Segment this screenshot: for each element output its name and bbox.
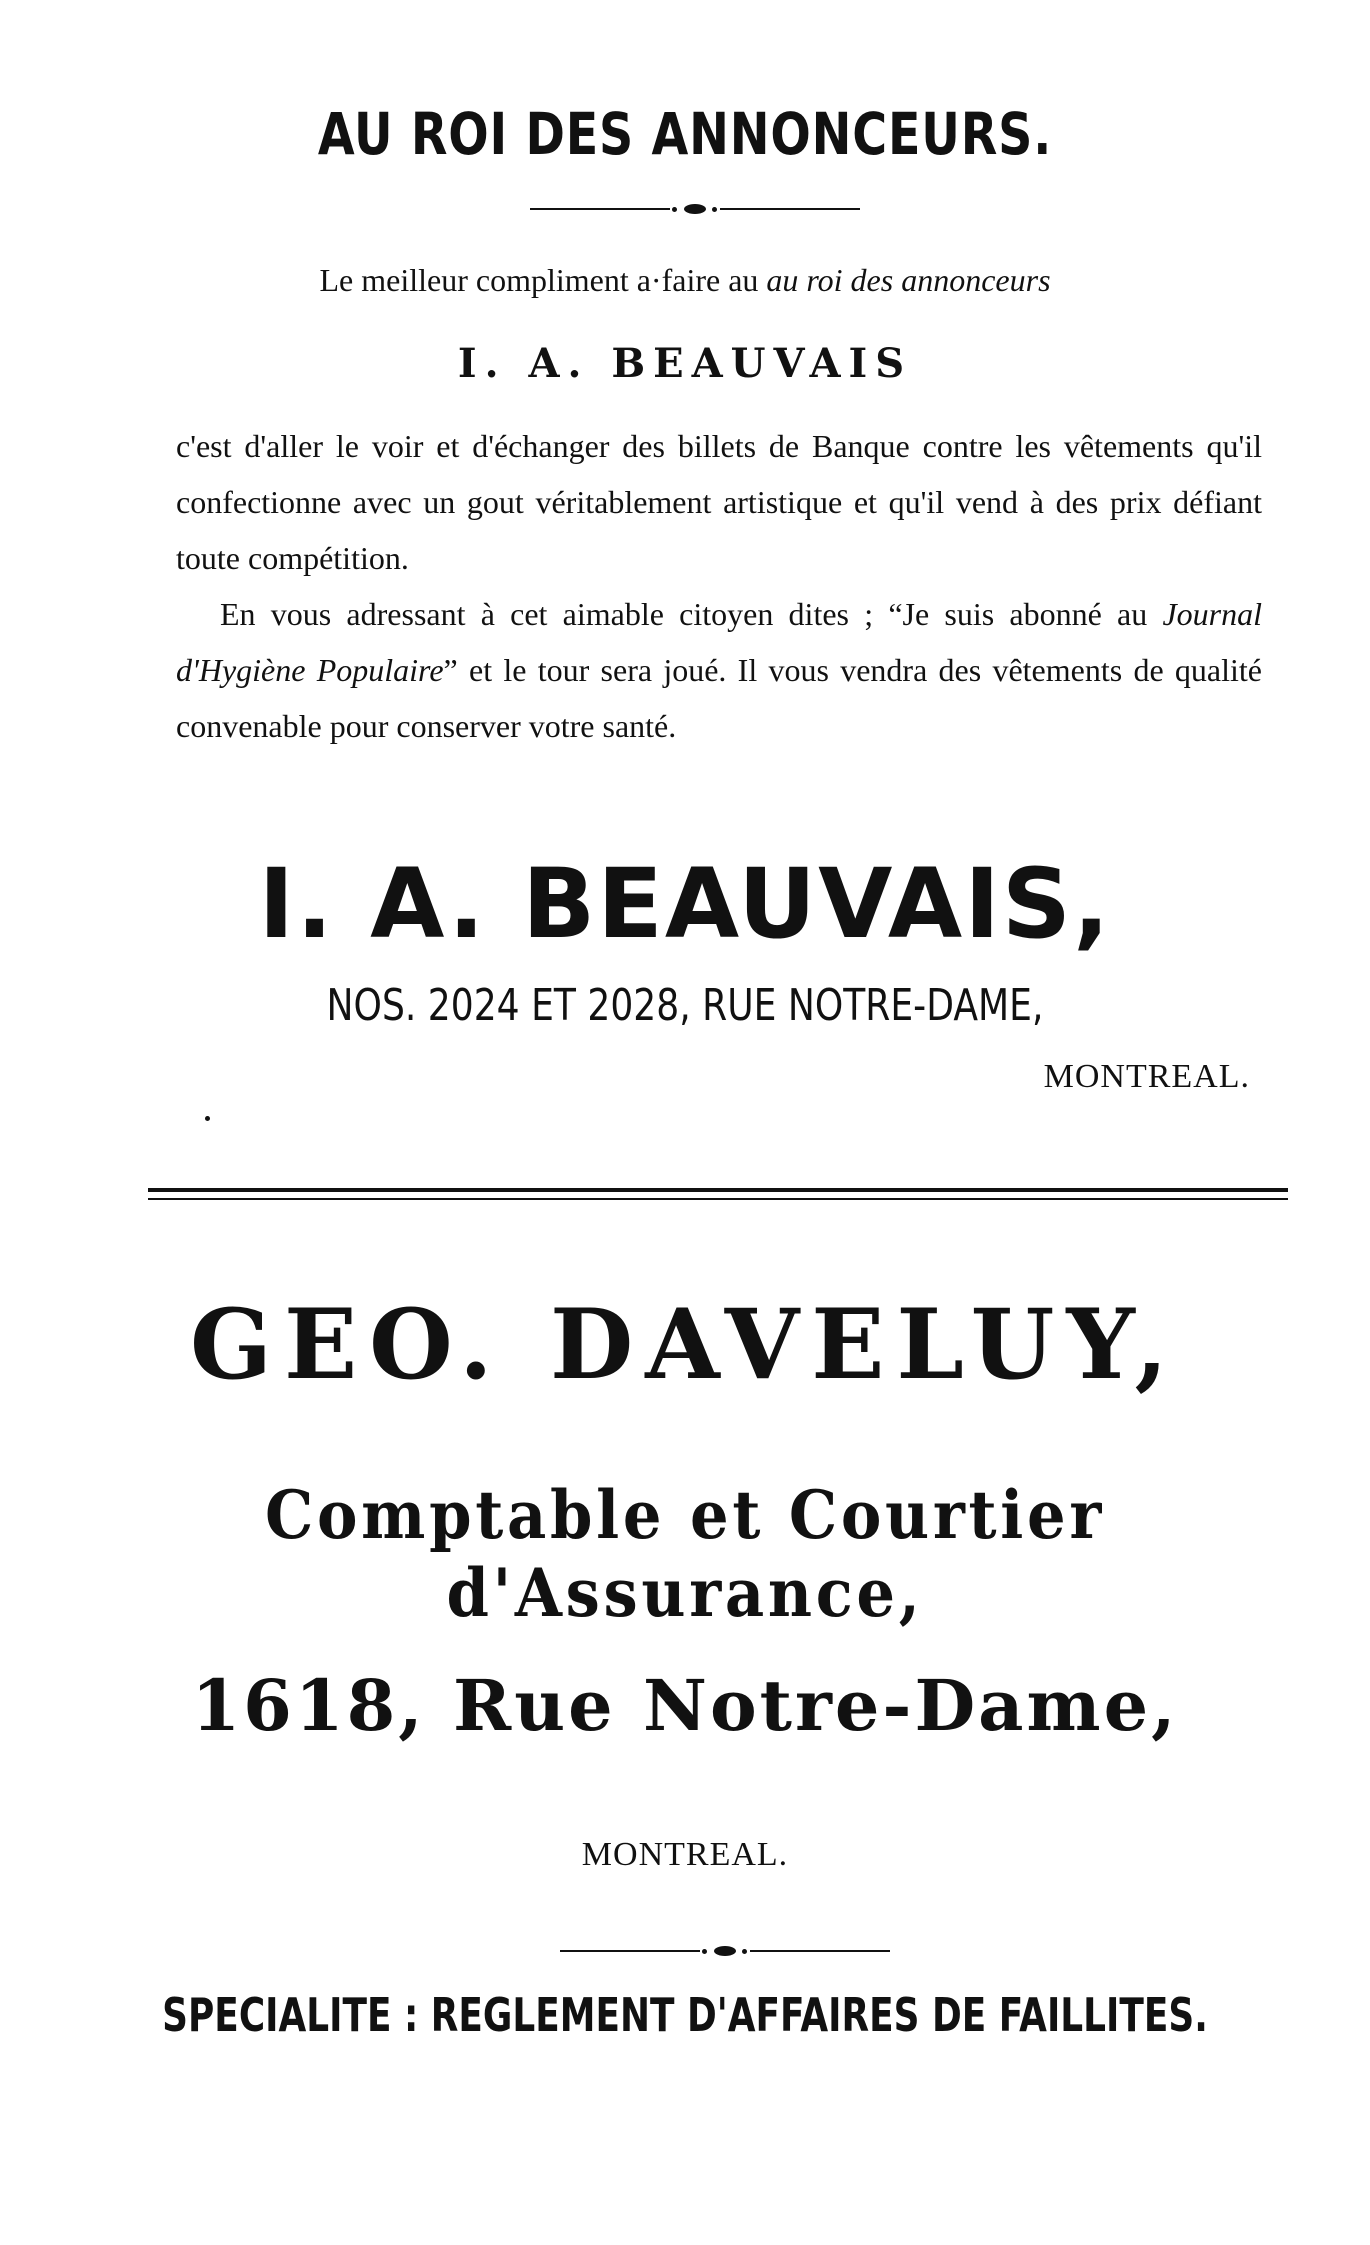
ad2-address: 1618, Rue Notre-Dame, [191, 1664, 1179, 1747]
ad2-name: GEO. DAVELUY, [190, 1288, 1180, 1401]
ad1-paragraph-1: c'est d'aller le voir et d'échanger des billets de Banque contre les vêtements qu'il confectionne avec un gout véritablement artistique et qu'il vend à des prix défiant toute compétition. [176, 428, 1262, 576]
ad1-name-spaced: I. A. BEAUVAIS [457, 340, 913, 387]
section-divider-thick [148, 1188, 1288, 1192]
ad1-para2-after: ” et le tour sera joué. Il vous vendra des vêtements de qualité convenable pour conserver votre santé. [176, 652, 1263, 744]
ad1-paragraph-2 [176, 586, 1262, 754]
ornament-divider-top [530, 202, 860, 216]
ad1-para2-text: En vous adressant à cet aimable citoyen dites ; “Je suis abonné au [220, 596, 1163, 632]
ad1-city: MONTREAL. [1043, 1058, 1250, 1095]
ad1-journal-title: Journal d'Hygiène Populaire [176, 596, 1262, 688]
ad2-city: MONTREAL. [581, 1836, 789, 1873]
ad2-specialty: SPECIALITE : REGLEMENT D'AFFAIRES DE FAILLITES. [162, 1988, 1208, 2042]
print-speck [205, 1116, 210, 1121]
ad1-intro-text: Le meilleur compliment a·faire au [319, 262, 767, 298]
ad1-big-name: I. A. BEAUVAIS, [258, 848, 1112, 960]
ad1-intro [150, 262, 1220, 299]
ad1-title: AU ROI DES ANNONCEURS. [317, 100, 1053, 168]
section-divider-thin [148, 1198, 1288, 1200]
ad2-profession: Comptable et Courtier d'Assurance, [264, 1476, 1106, 1632]
ad1-address: NOS. 2024 ET 2028, RUE NOTRE-DAME, [326, 980, 1044, 1031]
ad1-intro-italic: au roi des annonceurs [766, 262, 1051, 298]
ornament-divider-bottom [560, 1944, 890, 1958]
